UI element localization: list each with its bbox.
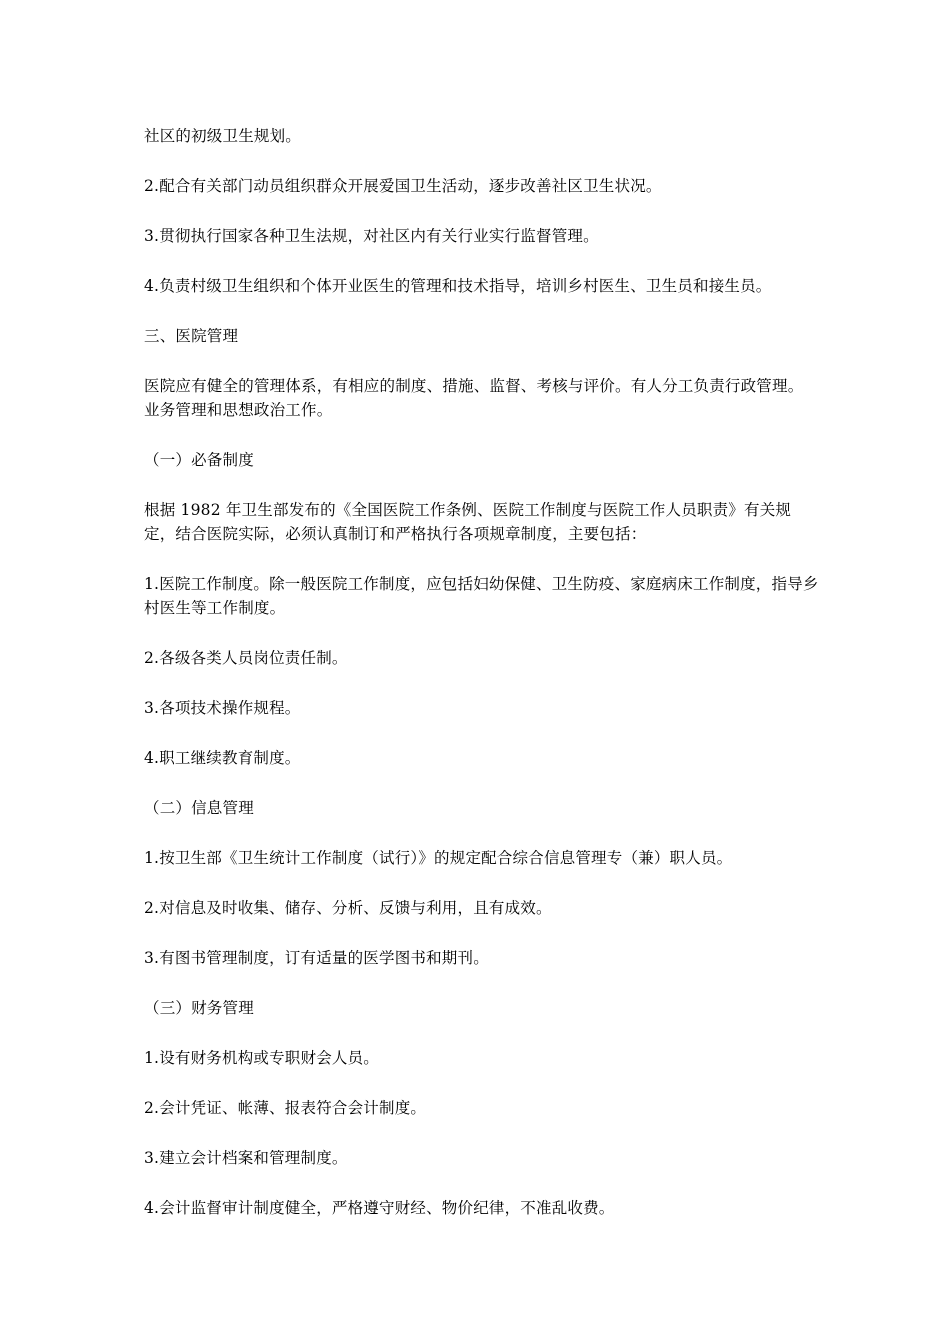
paragraph-regulations: 根据 1982 年卫生部发布的《全国医院工作条例、医院工作制度与医院工作人员职责》有关规定，结合医院实际，必须认真制订和严格执行各项规章制度，主要包括： bbox=[144, 501, 792, 543]
paragraph-audit-system: 4.会计监督审计制度健全，严格遵守财经、物价纪律，不准乱收费。 bbox=[144, 1199, 615, 1217]
subheading-required-systems: （一）必备制度 bbox=[144, 451, 254, 469]
subheading-information-management: （二）信息管理 bbox=[144, 799, 254, 817]
section-heading-hospital-management: 三、医院管理 bbox=[144, 327, 239, 345]
paragraph-1: 社区的初级卫生规划。 bbox=[144, 127, 302, 145]
paragraph-accounting-vouchers: 2.会计凭证、帐薄、报表符合会计制度。 bbox=[144, 1099, 427, 1117]
paragraph-continuing-education: 4.职工继续教育制度。 bbox=[144, 749, 301, 767]
paragraph-3: 3.贯彻执行国家各种卫生法规，对社区内有关行业实行监督管理。 bbox=[144, 227, 599, 245]
paragraph-technical-procedures: 3.各项技术操作规程。 bbox=[144, 699, 301, 717]
paragraph-information-collection: 2.对信息及时收集、储存、分析、反馈与利用，且有成效。 bbox=[144, 899, 552, 917]
paragraph-4: 4.负责村级卫生组织和个体开业医生的管理和技术指导，培训乡村医生、卫生员和接生员。 bbox=[144, 277, 772, 295]
paragraph-job-responsibility: 2.各级各类人员岗位责任制。 bbox=[144, 649, 348, 667]
paragraph-library-management: 3.有图书管理制度，订有适量的医学图书和期刊。 bbox=[144, 949, 489, 967]
paragraph-finance-staff: 1.设有财务机构或专职财会人员。 bbox=[144, 1049, 379, 1067]
paragraph-management-system: 医院应有健全的管理体系，有相应的制度、措施、监督、考核与评价。有人分工负责行政管理。业务管理和思想政治工作。 bbox=[144, 377, 804, 419]
paragraph-2: 2.配合有关部门动员组织群众开展爱国卫生活动，逐步改善社区卫生状况。 bbox=[144, 177, 662, 195]
paragraph-statistics-system: 1.按卫生部《卫生统计工作制度（试行）》的规定配合综合信息管理专（兼）职人员。 bbox=[144, 849, 733, 867]
subheading-financial-management: （三）财务管理 bbox=[144, 999, 254, 1017]
paragraph-hospital-work-system: 1.医院工作制度。除一般医院工作制度，应包括妇幼保健、卫生防疫、家庭病床工作制度，指导乡村医生等工作制度。 bbox=[144, 575, 819, 617]
paragraph-accounting-archives: 3.建立会计档案和管理制度。 bbox=[144, 1149, 348, 1167]
